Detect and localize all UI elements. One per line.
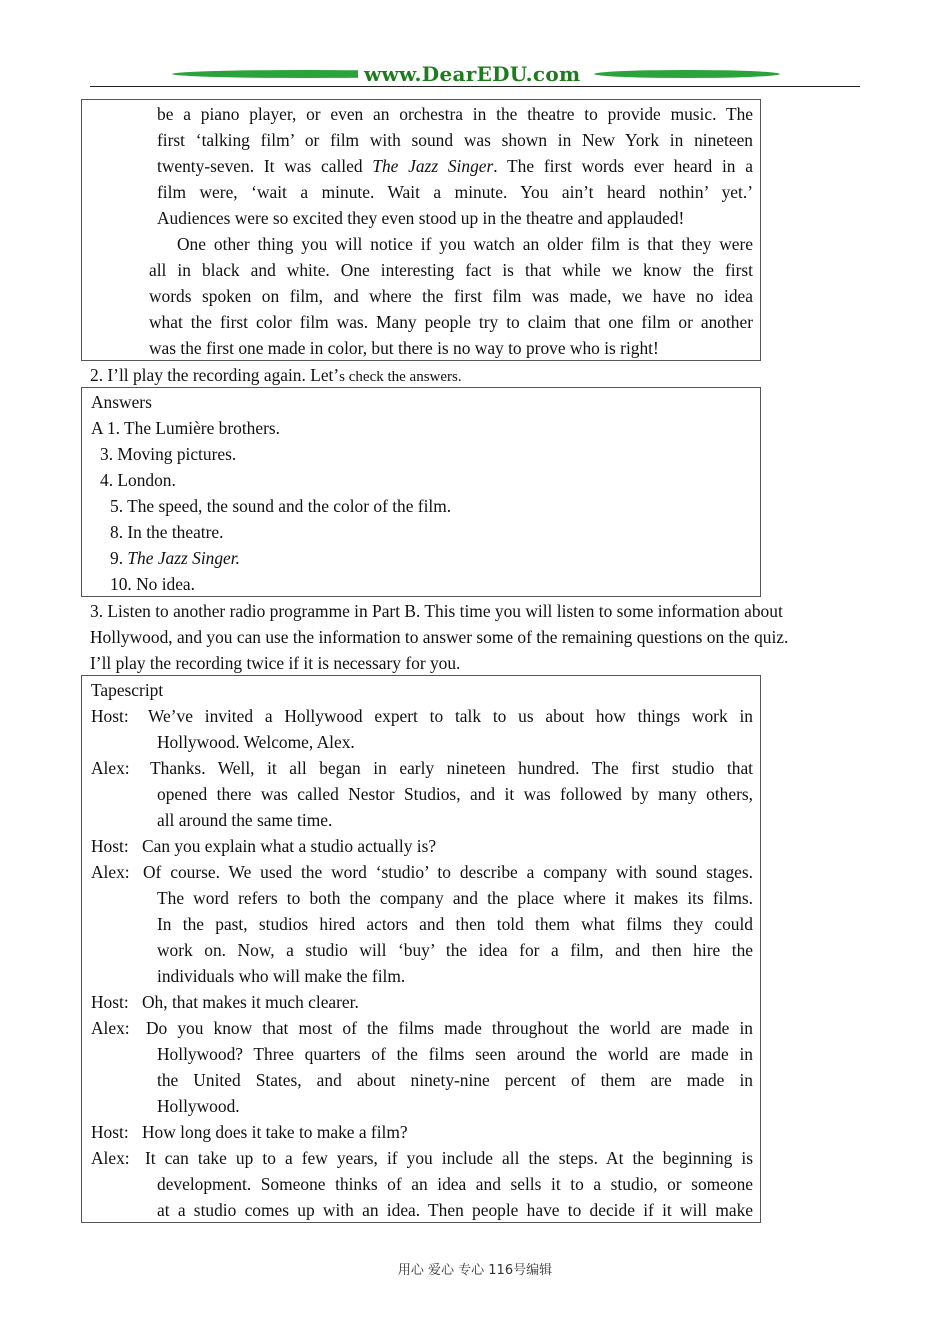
- passage-line: what the first color film was. Many people try to claim that one film or another: [149, 312, 753, 332]
- dialogue-line: Hollywood.: [157, 1096, 240, 1116]
- header-right-swoosh: [594, 70, 780, 78]
- answer-item: 5. The speed, the sound and the color of the film.: [110, 496, 452, 516]
- step-3-line: Hollywood, and you can use the information to answer some of the remaining questions on the quiz.: [90, 627, 789, 647]
- answers-box: [81, 387, 761, 597]
- answers-heading: Answers: [91, 392, 152, 412]
- passage-line: [157, 153, 753, 179]
- passage-box: [81, 99, 761, 361]
- passage-line: be a piano player, or even an orchestra in the theatre to provide music. The: [157, 104, 753, 124]
- dialogue-line: at a studio comes up with an idea. Then people have to decide if it will make: [157, 1200, 753, 1220]
- dialogue-line: work on. Now, a studio will ‘buy’ the idea for a film, and then hire the: [157, 940, 753, 960]
- passage-line: first ‘talking film’ or film with sound was shown in New York in nineteen: [157, 130, 753, 150]
- tapescript-heading: Tapescript: [91, 680, 164, 700]
- page-footer: 用心 爱心 专心 116号编辑: [397, 1263, 553, 1278]
- dialogue-line: In the past, studios hired actors and then told them what films they could: [157, 914, 753, 934]
- passage-line: words spoken on film, and where the first film was made, we have no idea: [149, 286, 753, 306]
- passage-line: Audiences were so excited they even stood up in the theatre and applauded!: [157, 208, 685, 228]
- answer-item: 8. In the theatre.: [110, 522, 224, 542]
- answer-item: 10. No idea.: [110, 574, 196, 594]
- dialogue-line: It can take up to a few years, if you include all the steps. At the beginning is: [145, 1148, 753, 1168]
- film-title: The Jazz Singer.: [127, 548, 240, 568]
- answer-item: 3. Moving pictures.: [100, 444, 237, 464]
- dialogue-line: Oh, that makes it much clearer.: [142, 992, 359, 1012]
- dialogue-line: The word refers to both the company and the place where it makes its films.: [157, 888, 753, 908]
- film-title: The Jazz Singer: [372, 156, 494, 176]
- step-2-instruction: [90, 362, 462, 390]
- step-2-text-small: s check the answers.: [339, 369, 462, 385]
- dialogue-line: Thanks. Well, it all began in early nineteen hundred. The first studio that: [150, 758, 753, 778]
- dialogue-line: We’ve invited a Hollywood expert to talk to us about how things work in: [148, 706, 753, 726]
- tapescript-box: [81, 675, 761, 1223]
- dialogue-line: development. Someone thinks of an idea and sells it to a studio, or someone: [157, 1174, 753, 1194]
- speaker-label: Alex:: [91, 1018, 130, 1038]
- step-2-text: 2. I’ll play the recording again. Let’: [90, 365, 340, 385]
- speaker-label: Alex:: [91, 1148, 130, 1168]
- dialogue-line: Hollywood? Three quarters of the films seen around the world are made in: [157, 1044, 753, 1064]
- speaker-label: Host:: [91, 1122, 129, 1142]
- passage-text: . The first words ever heard in a: [493, 156, 753, 176]
- dialogue-line: How long does it take to make a film?: [142, 1122, 408, 1142]
- dialogue-line: all around the same time.: [157, 810, 333, 830]
- header-rule: [90, 86, 860, 87]
- answer-item: A 1. The Lumière brothers.: [91, 418, 280, 438]
- header-site-logo: www.DearEDU.com: [358, 62, 587, 86]
- step-3-line: I’ll play the recording twice if it is necessary for you.: [90, 653, 461, 673]
- dialogue-line: Of course. We used the word ‘studio’ to describe a company with sound stages.: [143, 862, 753, 882]
- passage-text: twenty-seven. It was called: [157, 156, 373, 176]
- speaker-label: Host:: [91, 706, 129, 726]
- speaker-label: Host:: [91, 992, 129, 1012]
- passage-line: was the first one made in color, but there is no way to prove who is right!: [149, 338, 659, 358]
- passage-line: film were, ‘wait a minute. Wait a minute. You ain’t heard nothin’ yet.’: [157, 182, 753, 202]
- dialogue-line: Hollywood. Welcome, Alex.: [157, 732, 355, 752]
- dialogue-line: individuals who will make the film.: [157, 966, 406, 986]
- step-3-line: 3. Listen to another radio programme in Part B. This time you will listen to some information about: [90, 601, 783, 621]
- dialogue-line: opened there was called Nestor Studios, and it was followed by many others,: [157, 784, 753, 804]
- passage-line: One other thing you will notice if you watch an older film is that they were: [177, 234, 753, 254]
- passage-line: all in black and white. One interesting fact is that while we know the first: [149, 260, 753, 280]
- answer-item: [110, 545, 240, 571]
- dialogue-line: Do you know that most of the films made throughout the world are made in: [146, 1018, 753, 1038]
- answer-number: 9.: [110, 548, 128, 568]
- dialogue-line: the United States, and about ninety-nine percent of them are made in: [157, 1070, 753, 1090]
- dialogue-line: Can you explain what a studio actually is?: [142, 836, 437, 856]
- speaker-label: Alex:: [91, 758, 130, 778]
- speaker-label: Alex:: [91, 862, 130, 882]
- answer-item: 4. London.: [100, 470, 176, 490]
- page-header: [90, 62, 860, 92]
- speaker-label: Host:: [91, 836, 129, 856]
